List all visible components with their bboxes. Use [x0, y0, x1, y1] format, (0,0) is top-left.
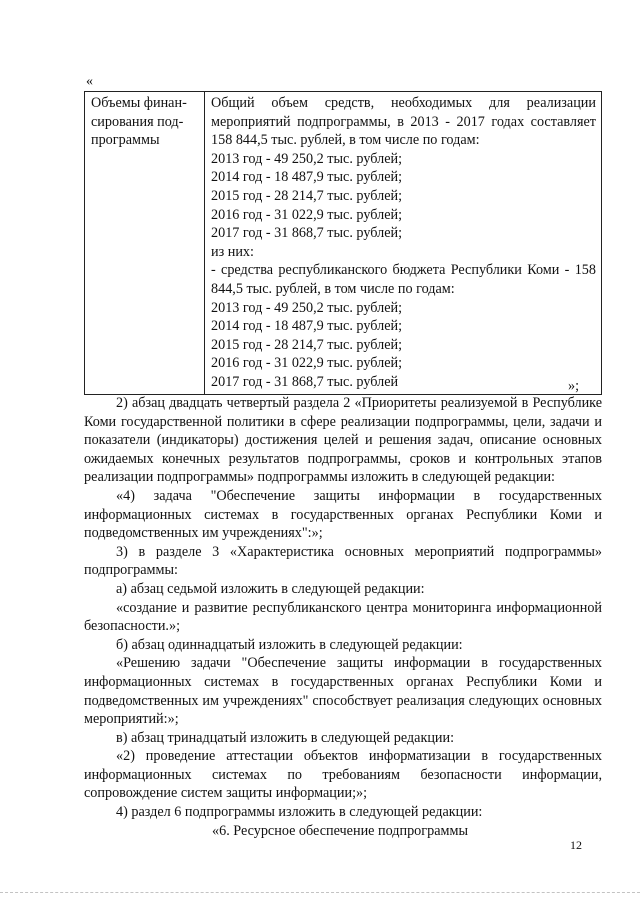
scan-edge-divider [0, 892, 640, 897]
financing-table [84, 91, 602, 395]
paragraph: в) абзац тринадцатый изложить в следующей редакции: [116, 729, 455, 746]
section-heading: «6. Ресурсное обеспечение подпрограммы [212, 822, 468, 839]
paragraph: а) абзац седьмой изложить в следующей редакции: [116, 580, 425, 597]
table-row [85, 92, 602, 395]
paragraph: «Решению задачи "Обеспечение защиты информации в государственных информационных системах в государственных органах Республики Коми и подведомственных им учреждениях" способствует реализация следующих основных мероприятий:»; [84, 655, 602, 728]
paragraph: «создание и развитие республиканского центра мониторинга информационной безопасности.»; [84, 599, 602, 635]
financing-year-line: 2016 год - 31 022,9 тыс. рублей; [211, 355, 403, 372]
page-number: 12 [570, 838, 582, 852]
paragraph: 4) раздел 6 подпрограммы изложить в следующей редакции: [116, 804, 483, 821]
amendment-text [84, 394, 602, 840]
financing-year-line: 2015 год - 28 214,7 тыс. рублей; [211, 336, 403, 353]
financing-total-line: Общий объем средств, необходимых для реализации мероприятий подпрограммы, в 2013 - 2017 годах составляет 158 844,5 тыс. рублей, в том числе по годам: [211, 95, 596, 149]
financing-year-line: 2013 год - 49 250,2 тыс. рублей; [211, 150, 403, 167]
financing-details-cell [205, 92, 602, 395]
financing-year-line: 2013 год - 49 250,2 тыс. рублей; [211, 299, 403, 316]
financing-budget-line: - средства республиканского бюджета Республики Коми - 158 844,5 тыс. рублей, в том числе по годам: [211, 262, 596, 297]
financing-year-line: 2017 год - 31 868,7 тыс. рублей; [211, 225, 403, 242]
financing-year-line: 2017 год - 31 868,7 тыс. рублей [211, 373, 399, 390]
financing-label-cell: Объемы финан-сирования под-программы [85, 92, 205, 395]
paragraph: «2) проведение аттестации объектов информатизации в государственных информационных системах по требованиям безопасности информации, сопровождение систем защиты информации;»; [84, 748, 602, 802]
financing-year-line: 2014 год - 18 487,9 тыс. рублей; [211, 169, 403, 186]
paragraph: 2) абзац двадцать четвертый раздела 2 «Приоритеты реализуемой в Республике Коми государственной политики в сфере реализации подпрограммы, цели, задачи и показатели (индикаторы) достижения целей и решения задач, описание основных ожидаемых конечных результатов подпрограммы, сроков и контрольных этапов реализации подпрограммы» подпрограммы изложить в следующей редакции: [84, 395, 602, 486]
paragraph: «4) задача "Обеспечение защиты информации в государственных информационных системах в государственных органах Республики Коми и подведомственных им учреждениях":»; [84, 487, 602, 542]
financing-year-line: 2015 год - 28 214,7 тыс. рублей; [211, 187, 403, 204]
opening-quote: « [86, 74, 93, 89]
financing-year-line: 2014 год - 18 487,9 тыс. рублей; [211, 318, 403, 335]
financing-year-line: 2016 год - 31 022,9 тыс. рублей; [211, 206, 403, 223]
paragraph: 3) в разделе 3 «Характеристика основных мероприятий подпрограммы» подпрограммы: [84, 543, 602, 579]
financing-subheading: из них: [211, 243, 254, 260]
closing-quote: »; [568, 378, 580, 394]
paragraph: б) абзац одиннадцатый изложить в следующей редакции: [116, 636, 463, 653]
